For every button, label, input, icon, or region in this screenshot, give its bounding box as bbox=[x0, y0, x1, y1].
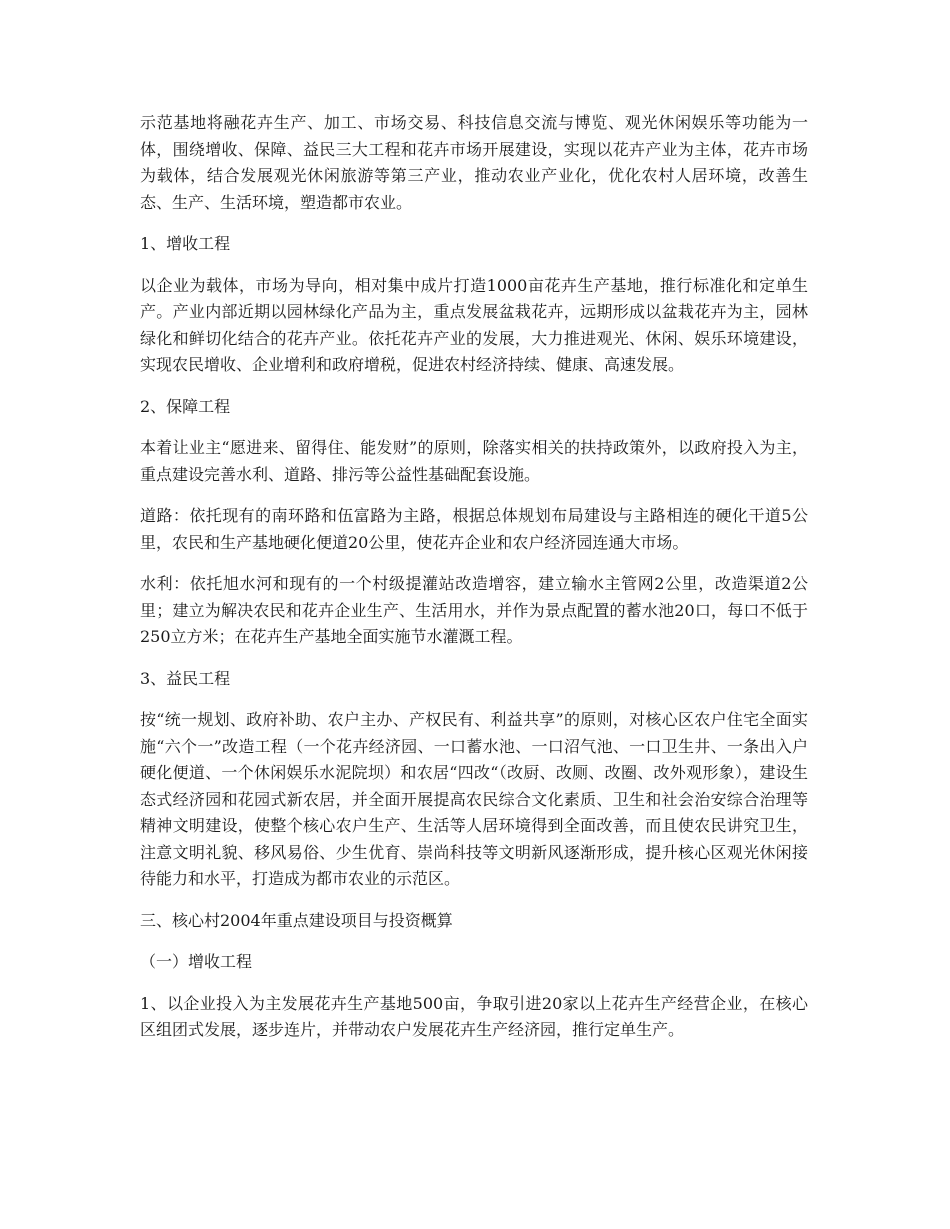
document-page bbox=[140, 110, 808, 1059]
section-heading-benefit: 3、益民工程 bbox=[140, 668, 231, 688]
road-paragraph: 道路：依托现有的南环路和伍富路为主路，根据总体规划布局建设与主路相连的硬化干道5公里，农民和生产基地硬化便道20公里，使花卉企业和农户经济园连通大市场。 bbox=[140, 506, 808, 552]
water-paragraph: 水利：依托旭水河和现有的一个村级提灌站改造增容，建立输水主管网2公里，改造渠道2公里；建立为解决农民和花卉企业生产、生活用水，并作为景点配置的蓄水池20口，每口不低于250立方米；在花卉生产基地全面实施节水灌溉工程。 bbox=[140, 574, 808, 646]
project-paragraph: 1、以企业投入为主发展花卉生产基地500亩，争取引进20家以上花卉生产经营企业，在核心区组团式发展，逐步连片，并带动农户发展花卉生产经济园，推行定单生产。 bbox=[140, 993, 808, 1039]
section-heading-projects: 三、核心村2004年重点建设项目与投资概算 bbox=[140, 910, 453, 930]
section-heading-income: 1、增收工程 bbox=[140, 234, 231, 253]
benefit-paragraph: 按“统一规划、政府补助、农户主办、产权民有、利益共享”的原则，对核心区农户住宅全面实施“六个一”改造工程（一个花卉经济园、一口蓄水池、一口沼气池、一口卫生井、一条出入户硬化便道、一个休闲娱乐水泥院坝）和农居“四改“（改厨、改厕、改圈、改外观形象），建设生态式经济园和花园式新农居，并全面开展提高农民综合文化素质、卫生和社会治安综合治理等精神文明建设，使整个核心农户生产、生活等人居环境得到全面改善，而且使农民讲究卫生，注意文明礼貌、移风易俗、少生优育、崇尚科技等文明新风逐渐形成，提升核心区观光休闲接待能力和水平，打造成为都市农业的示范区。 bbox=[140, 710, 808, 888]
income-paragraph: 以企业为载体，市场为导向，相对集中成片打造1000亩花卉生产基地，推行标准化和定单生产。产业内部近期以园林绿化产品为主，重点发展盆栽花卉，远期形成以盆栽花卉为主，园林绿化和鲜切化结合的花卉产业。依托花卉产业的发展，大力推进观光、休闲、娱乐环境建设，实现农民增收、企业增利和政府增税，促进农村经济持续、健康、高速发展。 bbox=[140, 275, 808, 374]
guarantee-paragraph: 本着让业主“愿进来、留得住、能发财”的原则，除落实相关的扶持政策外，以政府投入为主，重点建设完善水利、道路、排污等公益性基础配套设施。 bbox=[140, 438, 808, 484]
section-heading-guarantee: 2、保障工程 bbox=[140, 396, 231, 416]
intro-paragraph: 示范基地将融花卉生产、加工、市场交易、科技信息交流与博览、观光休闲娱乐等功能为一体，围绕增收、保障、益民三大工程和花卉市场开展建设，实现以花卉产业为主体，花卉市场为载体，结合发展观光休闲旅游等第三产业，推动农业产业化，优化农村人居环境，改善生态、生产、生活环境，塑造都市农业。 bbox=[140, 113, 808, 212]
subsection-heading-income: （一）增收工程 bbox=[140, 952, 253, 971]
